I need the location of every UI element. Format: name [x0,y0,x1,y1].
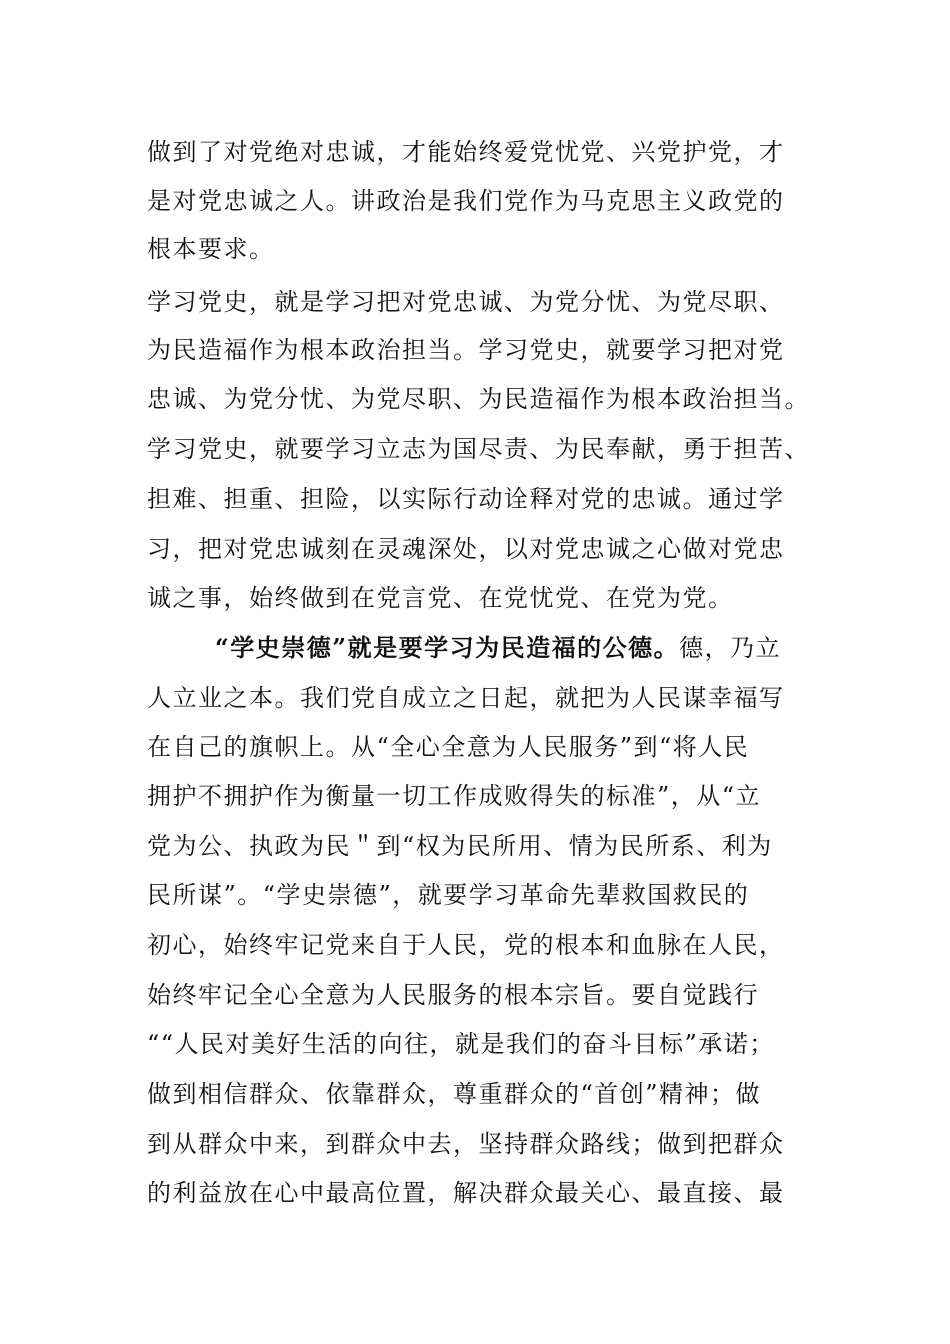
paragraph-heading: “学史崇德”就是要学习为民造福的公德。 [215,633,680,662]
text-line: 的利益放在心中最高位置，解决群众最关心、最直接、最 [147,1179,785,1207]
text-line: 在自己的旗帜上。从“全心全意为人民服务”到“将人民 [147,733,750,761]
text-line: 学习党史，就是学习把对党忠诚、为党分忧、为党尽职、 [147,288,785,316]
text-line: 根本要求。 [147,235,275,263]
text-line: 诚之事，始终做到在党言党、在党忧党、在党为党。 [147,584,734,612]
text-line: 为民造福作为根本政治担当。学习党史，就要学习把对党 [147,336,785,364]
text-line: 做到相信群众、依靠群众，尊重群众的“首创”精神；做 [147,1080,762,1108]
text-line: 拥护不拥护作为衡量一切工作成败得失的标准”，从“立 [147,782,762,810]
text-line: 民所谋”。“学史崇德”，就要学习革命先辈救国救民的 [147,881,750,909]
text-line: 学习党史，就要学习立志为国尽责、为民奉献，勇于担苦、 [147,435,810,463]
text-line: 党为公、执政为民＂到“权为民所用、情为民所系、利为 [147,832,773,860]
text-line: 人立业之本。我们党自成立之日起，就把为人民谋幸福写 [147,684,785,712]
paragraph-lead-line [215,633,781,663]
text-line: 初心，始终牢记党来自于人民，党的根本和血脉在人民， [147,931,785,959]
text-line: 担难、担重、担险，以实际行动诠释对党的忠诚。通过学 [147,485,785,513]
text-line: ““人民对美好生活的向往，就是我们的奋斗目标”承诺； [147,1030,775,1058]
paragraph-lead-text: 德，乃立 [679,634,782,662]
text-line: 习，把对党忠诚刻在灵魂深处，以对党忠诚之心做对党忠 [147,535,785,563]
text-line: 是对党忠诚之人。讲政治是我们党作为马克思主义政党的 [147,187,785,215]
text-line: 到从群众中来，到群众中去，坚持群众路线；做到把群众 [147,1130,785,1158]
text-line: 始终牢记全心全意为人民服务的根本宗旨。要自觉践行 [147,981,759,1009]
text-line: 忠诚、为党分忧、为党尽职、为民造福作为根本政治担当。 [147,385,810,413]
text-line: 做到了对党绝对忠诚，才能始终爱党忧党、兴党护党，才 [147,138,785,166]
